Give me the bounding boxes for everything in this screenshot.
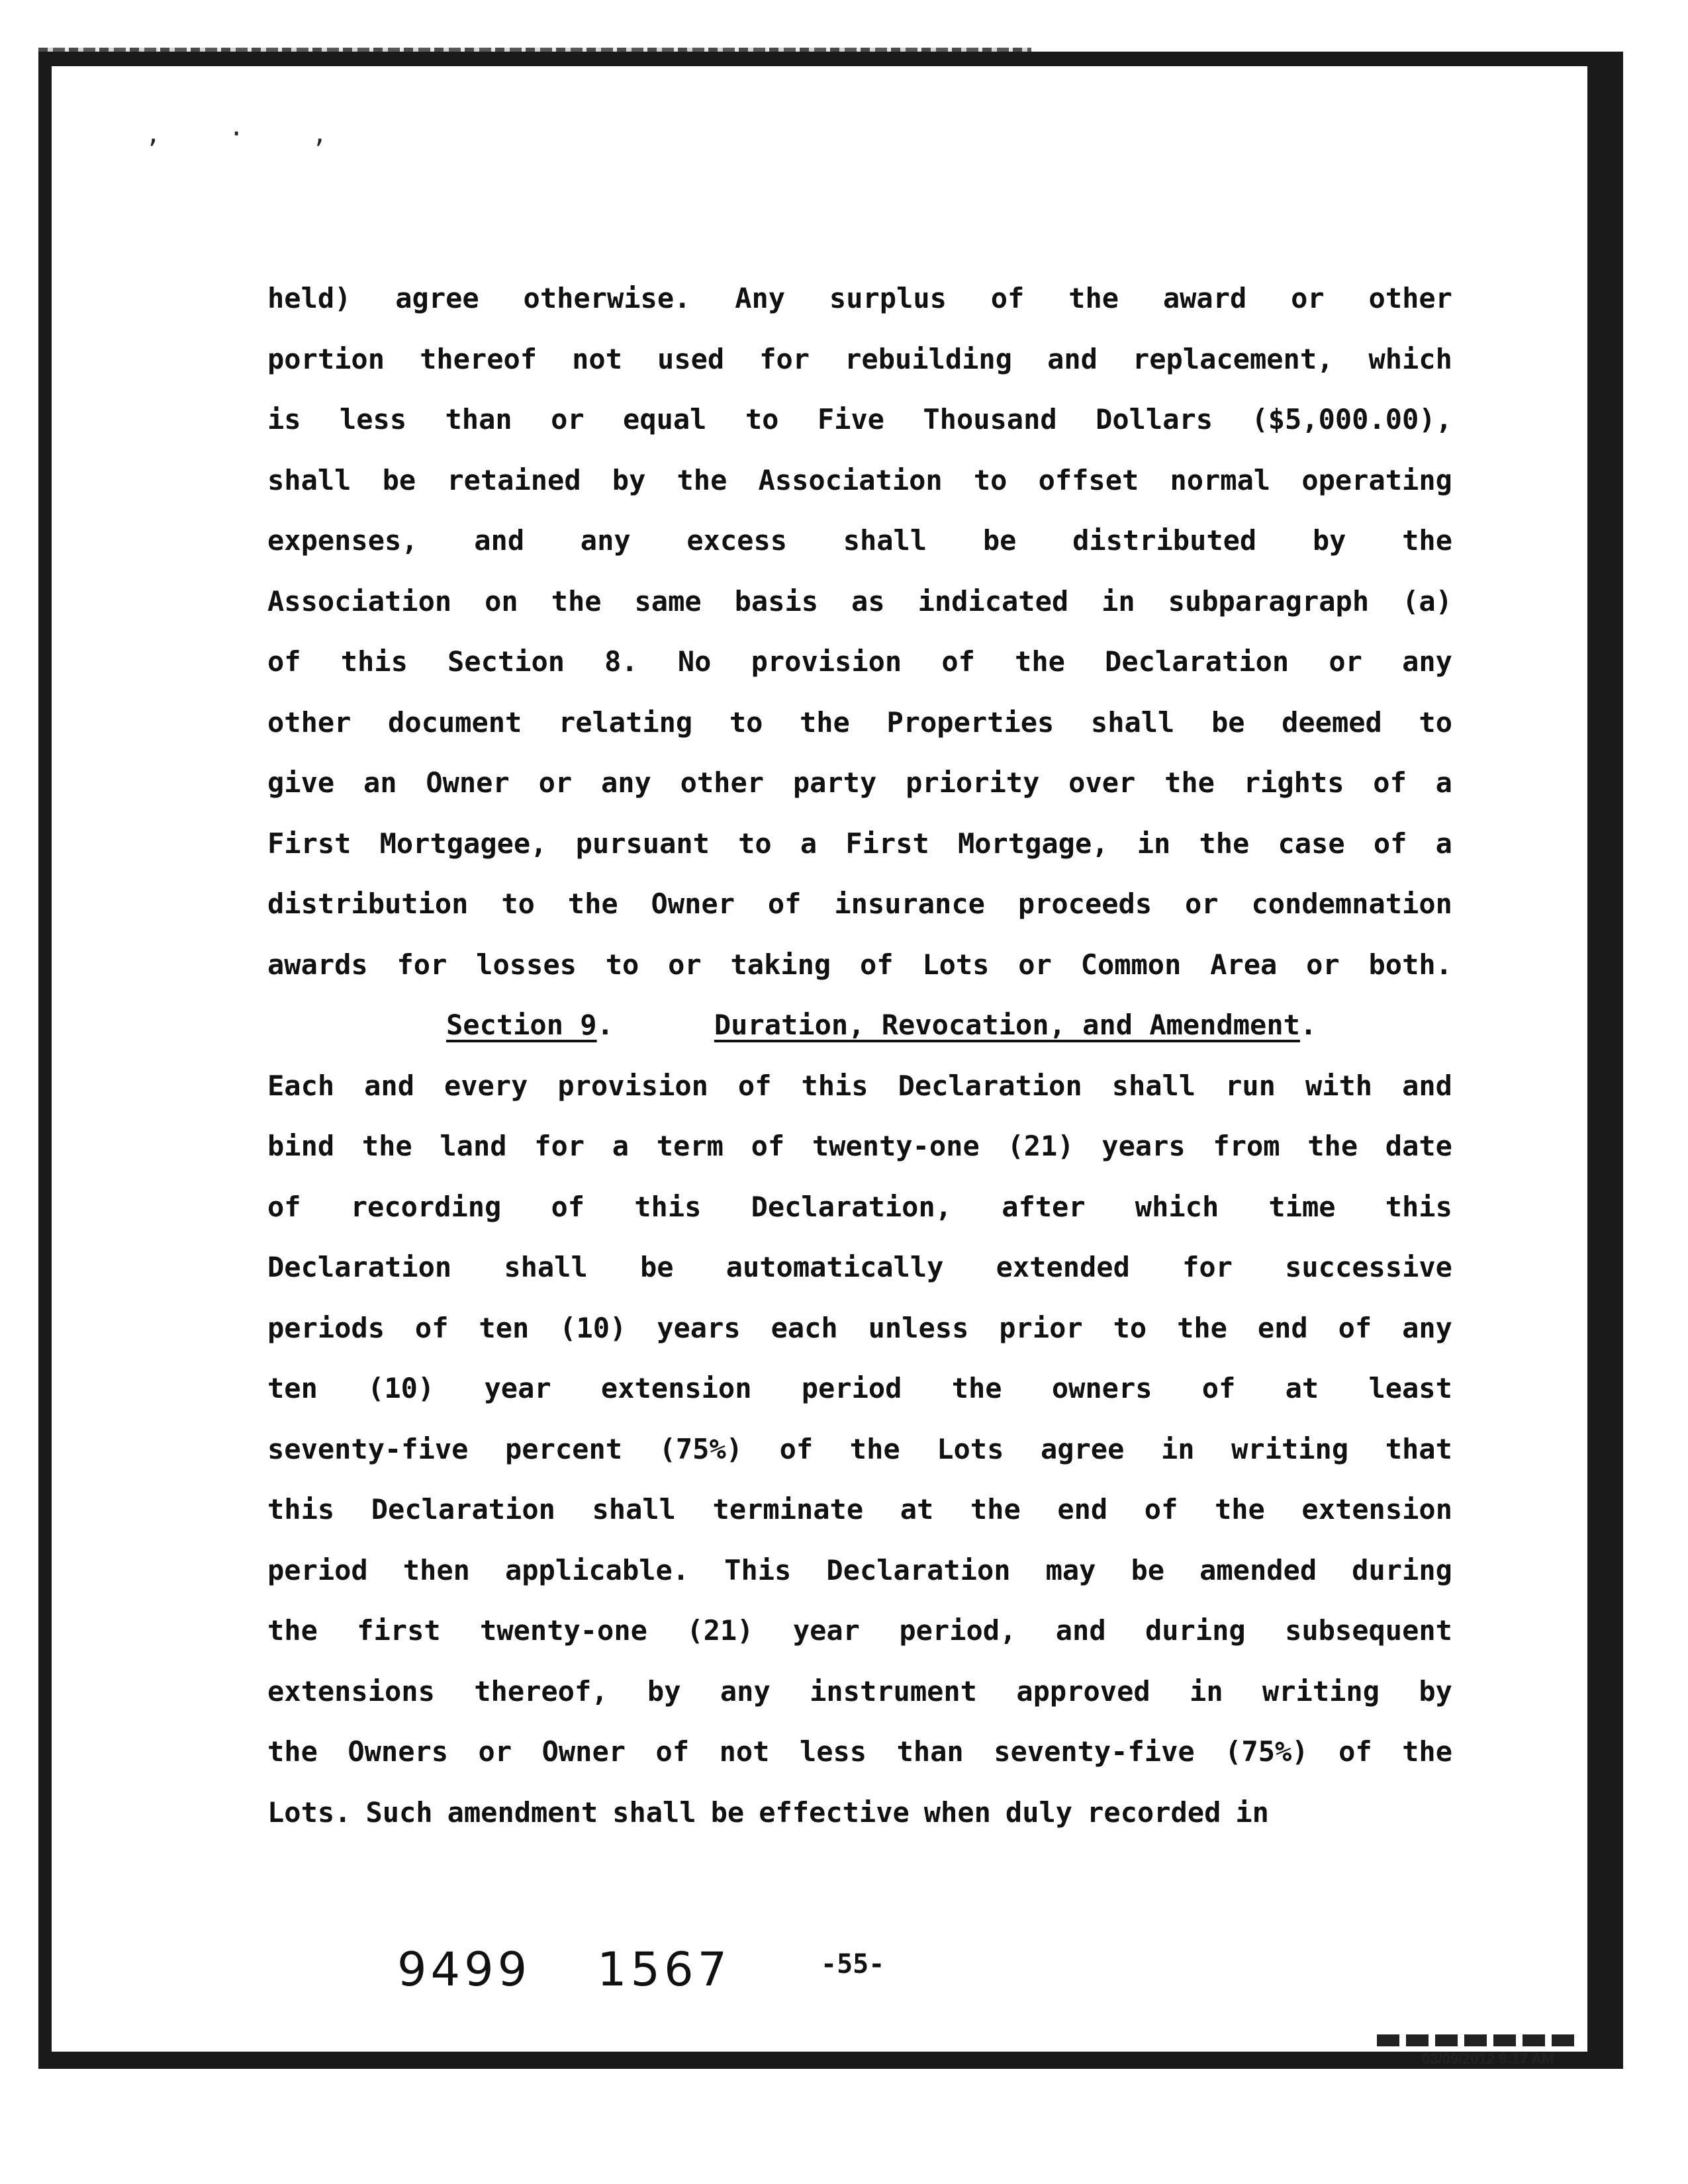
word: (21)	[686, 1614, 754, 1647]
word: offset	[1038, 463, 1139, 496]
word: terminate	[712, 1493, 864, 1525]
text-line	[267, 1600, 1452, 1661]
word: or	[1018, 948, 1052, 981]
word: on	[485, 584, 518, 617]
word: in	[1235, 1796, 1269, 1829]
word: the	[551, 584, 602, 617]
word: to	[973, 463, 1008, 496]
word: No	[677, 645, 712, 678]
word: same	[634, 584, 702, 617]
text-line	[267, 1721, 1452, 1782]
word: shall	[592, 1493, 676, 1525]
word: expenses,	[267, 524, 418, 557]
word: in	[1160, 1432, 1195, 1465]
word: to	[1113, 1311, 1147, 1344]
scan-specks: , · ,	[146, 119, 354, 148]
word: less	[799, 1735, 867, 1768]
word: and	[1047, 342, 1098, 375]
word: ten	[479, 1311, 530, 1344]
word: Declaration	[371, 1493, 555, 1525]
word: the	[361, 1130, 412, 1162]
word: Owner	[651, 887, 735, 920]
word: approved	[1016, 1674, 1150, 1707]
word: every	[444, 1069, 528, 1102]
word: surplus	[829, 282, 947, 314]
heading-punctuation: .	[1299, 1009, 1317, 1041]
word: this	[1385, 1190, 1452, 1223]
word: rights	[1243, 766, 1344, 799]
word: not	[572, 342, 622, 375]
word: duly	[1005, 1796, 1073, 1829]
word: rebuilding	[845, 342, 1013, 375]
word: replacement,	[1132, 342, 1334, 375]
word: year	[792, 1614, 860, 1647]
word: the	[799, 705, 850, 739]
word: unless	[868, 1311, 969, 1344]
word: Declaration	[1105, 645, 1289, 678]
text-line	[267, 1479, 1452, 1540]
word: equal	[623, 403, 707, 435]
text-line	[267, 268, 1452, 329]
word: than	[896, 1735, 964, 1768]
page-record-number: 1567	[597, 1942, 731, 1997]
cutoff-page-label	[1377, 2034, 1575, 2046]
word: a	[1435, 766, 1452, 799]
text-line	[267, 934, 1452, 995]
word: than	[445, 403, 512, 435]
word: of	[551, 1190, 585, 1223]
word: of	[859, 948, 894, 981]
word: time	[1268, 1190, 1336, 1223]
word: (a)	[1402, 584, 1452, 617]
word: the	[849, 1432, 900, 1465]
word: the	[1402, 1735, 1452, 1768]
word: amendment	[447, 1796, 598, 1829]
word: be	[1131, 1553, 1165, 1586]
word: Dollars	[1096, 403, 1213, 435]
word: or	[538, 766, 573, 799]
word: writing	[1231, 1432, 1349, 1465]
word: be	[710, 1796, 745, 1829]
word: any	[580, 524, 631, 557]
word: the	[1015, 645, 1065, 678]
word: of	[1144, 1493, 1178, 1525]
word: the	[267, 1614, 318, 1647]
text-line	[267, 329, 1452, 390]
word: Declaration	[267, 1251, 452, 1283]
word: of	[1338, 1735, 1372, 1768]
word: which	[1368, 342, 1452, 375]
word: seventy-five	[994, 1735, 1195, 1768]
word: award	[1162, 282, 1247, 314]
word: over	[1068, 766, 1136, 799]
word: period,	[899, 1614, 1017, 1647]
word: pursuant	[575, 827, 710, 860]
word: (21)	[1007, 1130, 1074, 1162]
text-line	[267, 752, 1452, 813]
word: first	[357, 1614, 441, 1647]
word: (10)	[559, 1311, 627, 1344]
word: which	[1135, 1190, 1219, 1223]
word: Thousand	[923, 403, 1057, 435]
word: least	[1368, 1372, 1452, 1404]
page-number: -55-	[821, 1949, 885, 1979]
word: instrument	[810, 1674, 977, 1707]
word: any	[1402, 1311, 1452, 1344]
word: the	[1199, 827, 1250, 860]
word: priority	[906, 766, 1040, 799]
word: a	[1435, 827, 1452, 860]
word: writing	[1262, 1674, 1380, 1707]
word: both.	[1368, 948, 1452, 981]
word: period	[267, 1553, 368, 1586]
word: that	[1385, 1432, 1452, 1465]
word: any	[600, 766, 651, 799]
word: thereof,	[474, 1674, 608, 1707]
word: any	[720, 1674, 771, 1707]
text-line	[267, 1116, 1452, 1177]
word: term	[656, 1130, 724, 1162]
word: This	[724, 1553, 792, 1586]
word: the	[567, 887, 618, 920]
word: not	[719, 1735, 770, 1768]
text-line	[267, 1237, 1452, 1298]
word: normal	[1170, 463, 1271, 496]
book-number: 9499	[397, 1942, 532, 1997]
word: percent	[505, 1432, 623, 1465]
word: proceeds	[1017, 887, 1152, 920]
word: prior	[999, 1311, 1083, 1344]
word: of	[941, 645, 975, 678]
text-line	[267, 1661, 1452, 1722]
word: of	[1201, 1372, 1236, 1404]
word: may	[1045, 1553, 1096, 1586]
word: the	[970, 1493, 1021, 1525]
word: insurance	[834, 887, 985, 920]
word: seventy-five	[267, 1432, 469, 1465]
word: taking	[730, 948, 831, 981]
word: to	[745, 403, 779, 435]
text-line	[267, 571, 1452, 632]
document-body	[267, 268, 1452, 1843]
word: run	[1225, 1069, 1276, 1102]
word: this	[634, 1190, 702, 1223]
word: of	[267, 645, 301, 678]
section-title: Duration, Revocation, and Amendment	[714, 1009, 1300, 1041]
word: thereof	[420, 342, 538, 375]
word: during	[1352, 1553, 1452, 1586]
word: Section	[447, 645, 565, 678]
word: of	[414, 1311, 449, 1344]
word: subsequent	[1285, 1614, 1452, 1647]
word: in	[1137, 827, 1171, 860]
word: be	[982, 524, 1017, 557]
word: shall	[267, 463, 352, 496]
word: Any	[735, 282, 786, 314]
word: recorded	[1087, 1796, 1221, 1829]
word: ten	[267, 1372, 318, 1404]
word: years	[657, 1311, 741, 1344]
word: the	[951, 1372, 1002, 1404]
word: of	[267, 1190, 301, 1223]
word: this	[267, 1493, 335, 1525]
word: be	[382, 463, 416, 496]
word: periods	[267, 1311, 385, 1344]
word: the	[1307, 1130, 1358, 1162]
word: Mortgagee,	[379, 827, 547, 860]
word: Association	[267, 584, 452, 617]
word: the	[1068, 282, 1119, 314]
word: or	[668, 948, 702, 981]
word: each	[771, 1311, 838, 1344]
word: of	[1338, 1311, 1372, 1344]
word: of	[655, 1735, 690, 1768]
word: the	[1402, 524, 1452, 557]
text-line	[267, 510, 1452, 571]
word: excess	[686, 524, 788, 557]
word: during	[1145, 1614, 1246, 1647]
word: other	[680, 766, 765, 799]
word: relating	[558, 705, 693, 739]
word: a	[612, 1130, 630, 1162]
word: or	[1291, 282, 1325, 314]
word: (75%)	[1225, 1735, 1309, 1768]
text-line	[267, 692, 1452, 753]
word: twenty-one	[480, 1614, 647, 1647]
text-line	[267, 1782, 1452, 1843]
word: from	[1213, 1130, 1280, 1162]
word: Lots	[922, 948, 990, 981]
word: date	[1385, 1130, 1452, 1162]
word: or	[1306, 948, 1340, 981]
word: of	[737, 1069, 772, 1102]
word: for	[759, 342, 810, 375]
word: successive	[1285, 1251, 1452, 1283]
heading-punctuation: .	[596, 1009, 614, 1041]
word: of	[1373, 827, 1407, 860]
text-line	[267, 450, 1452, 511]
word: other	[1368, 282, 1452, 314]
word: of	[767, 887, 802, 920]
word: and	[364, 1069, 414, 1102]
word: First	[267, 827, 352, 860]
word: for	[534, 1130, 585, 1162]
word: by	[647, 1674, 681, 1707]
word: the	[267, 1735, 318, 1768]
word: Association	[758, 463, 943, 496]
word: otherwise.	[523, 282, 691, 314]
word: or	[1185, 887, 1219, 920]
word: Owners	[348, 1735, 449, 1768]
word: provision	[557, 1069, 708, 1102]
text-line	[267, 813, 1452, 874]
word: twenty-one	[812, 1130, 980, 1162]
word: case	[1278, 827, 1345, 860]
word: be	[639, 1251, 674, 1283]
word: agree	[1040, 1432, 1125, 1465]
word: extensions	[267, 1674, 435, 1707]
word: owners	[1051, 1372, 1152, 1404]
word: in	[1190, 1674, 1223, 1707]
word: provision	[751, 645, 902, 678]
word: or	[478, 1735, 512, 1768]
word: at	[900, 1493, 934, 1525]
word: Owner	[541, 1735, 626, 1768]
word: Declaration,	[751, 1190, 953, 1223]
word: effective	[759, 1796, 910, 1829]
section-heading	[267, 995, 1452, 1056]
word: Each	[267, 1069, 335, 1102]
word: losses	[476, 948, 577, 981]
word: end	[1057, 1493, 1108, 1525]
word: and	[1055, 1614, 1106, 1647]
word: indicated	[917, 584, 1069, 617]
word: is	[267, 403, 301, 435]
word: basis	[734, 584, 819, 617]
word: to	[605, 948, 639, 981]
word: extended	[996, 1251, 1130, 1283]
word: (75%)	[659, 1432, 743, 1465]
word: for	[397, 948, 447, 981]
word: Five	[817, 403, 884, 435]
word: 8.	[604, 645, 638, 678]
word: with	[1305, 1069, 1373, 1102]
word: extension	[1301, 1493, 1452, 1525]
word: Declaration	[898, 1069, 1082, 1102]
word: subparagraph	[1168, 584, 1370, 617]
word: when	[923, 1796, 991, 1829]
word: ($5,000.00),	[1251, 403, 1452, 435]
word: distributed	[1072, 524, 1257, 557]
word: a	[800, 827, 818, 860]
word: shall	[843, 524, 927, 557]
text-line	[267, 1298, 1452, 1359]
word: Properties	[886, 705, 1055, 739]
text-line	[267, 1177, 1452, 1238]
word: Such	[365, 1796, 433, 1829]
word: this	[801, 1069, 868, 1102]
word: year	[484, 1372, 551, 1404]
word: shall	[1111, 1069, 1196, 1102]
text-line	[267, 1419, 1452, 1480]
word: applicable.	[504, 1553, 690, 1586]
word: the	[1164, 766, 1215, 799]
word: Lots	[937, 1432, 1004, 1465]
text-line	[267, 874, 1452, 934]
section-label: Section 9	[446, 1009, 597, 1041]
word: at	[1285, 1372, 1319, 1404]
word: Mortgage,	[957, 827, 1109, 860]
word: any	[1402, 645, 1452, 678]
word: held)	[267, 282, 352, 314]
word: Owner	[426, 766, 510, 799]
word: and	[1402, 1069, 1452, 1102]
word: shall	[504, 1251, 588, 1283]
word: of	[1373, 766, 1407, 799]
word: by	[1419, 1674, 1452, 1707]
text-line	[267, 1540, 1452, 1601]
word: Common	[1080, 948, 1182, 981]
word: as	[851, 584, 885, 617]
word: condemnation	[1251, 887, 1452, 920]
word: this	[340, 645, 408, 678]
word: Declaration	[826, 1553, 1011, 1586]
text-line	[267, 631, 1452, 692]
word: Lots.	[267, 1796, 352, 1829]
word: amended	[1199, 1553, 1317, 1586]
word: to	[738, 827, 772, 860]
word: the	[1177, 1311, 1227, 1344]
word: other	[267, 705, 352, 739]
text-line	[267, 1056, 1452, 1116]
word: less	[339, 403, 407, 435]
word: end	[1257, 1311, 1308, 1344]
word: retained	[447, 463, 581, 496]
word: of	[990, 282, 1025, 314]
word: to	[1419, 705, 1452, 739]
word: by	[612, 463, 646, 496]
word: the	[677, 463, 727, 496]
word: an	[363, 766, 397, 799]
word: portion	[267, 342, 385, 375]
word: give	[267, 766, 335, 799]
word: operating	[1301, 463, 1452, 496]
word: used	[657, 342, 725, 375]
word: for	[1182, 1251, 1233, 1283]
word: the	[1214, 1493, 1265, 1525]
text-line	[267, 1358, 1452, 1419]
word: party	[792, 766, 877, 799]
word: in	[1102, 584, 1135, 617]
page-footer	[397, 1942, 993, 2002]
text-line	[267, 389, 1452, 450]
word: years	[1102, 1130, 1186, 1162]
word: (10)	[367, 1372, 435, 1404]
word: distribution	[267, 887, 469, 920]
word: land	[440, 1130, 507, 1162]
word: of	[779, 1432, 814, 1465]
word: extension	[600, 1372, 752, 1404]
word: or	[1329, 645, 1362, 678]
word: of	[751, 1130, 785, 1162]
word: automatically	[726, 1251, 944, 1283]
word: then	[402, 1553, 470, 1586]
word: by	[1312, 524, 1346, 557]
word: to	[729, 705, 763, 739]
word: after	[1002, 1190, 1086, 1223]
word: and	[474, 524, 525, 557]
word: agree	[395, 282, 479, 314]
word: bind	[267, 1130, 335, 1162]
word: to	[501, 887, 535, 920]
word: or	[551, 403, 585, 435]
word: deemed	[1282, 705, 1382, 739]
word: document	[388, 705, 522, 739]
word: shall	[1090, 705, 1175, 739]
word: be	[1211, 705, 1245, 739]
word: Area	[1210, 948, 1278, 981]
word: period	[801, 1372, 902, 1404]
word: shall	[612, 1796, 696, 1829]
print-timestamp: 03/09/2012 9:17 AM	[1422, 2050, 1554, 2067]
word: awards	[267, 948, 368, 981]
word: First	[845, 827, 929, 860]
word: recording	[350, 1190, 502, 1223]
